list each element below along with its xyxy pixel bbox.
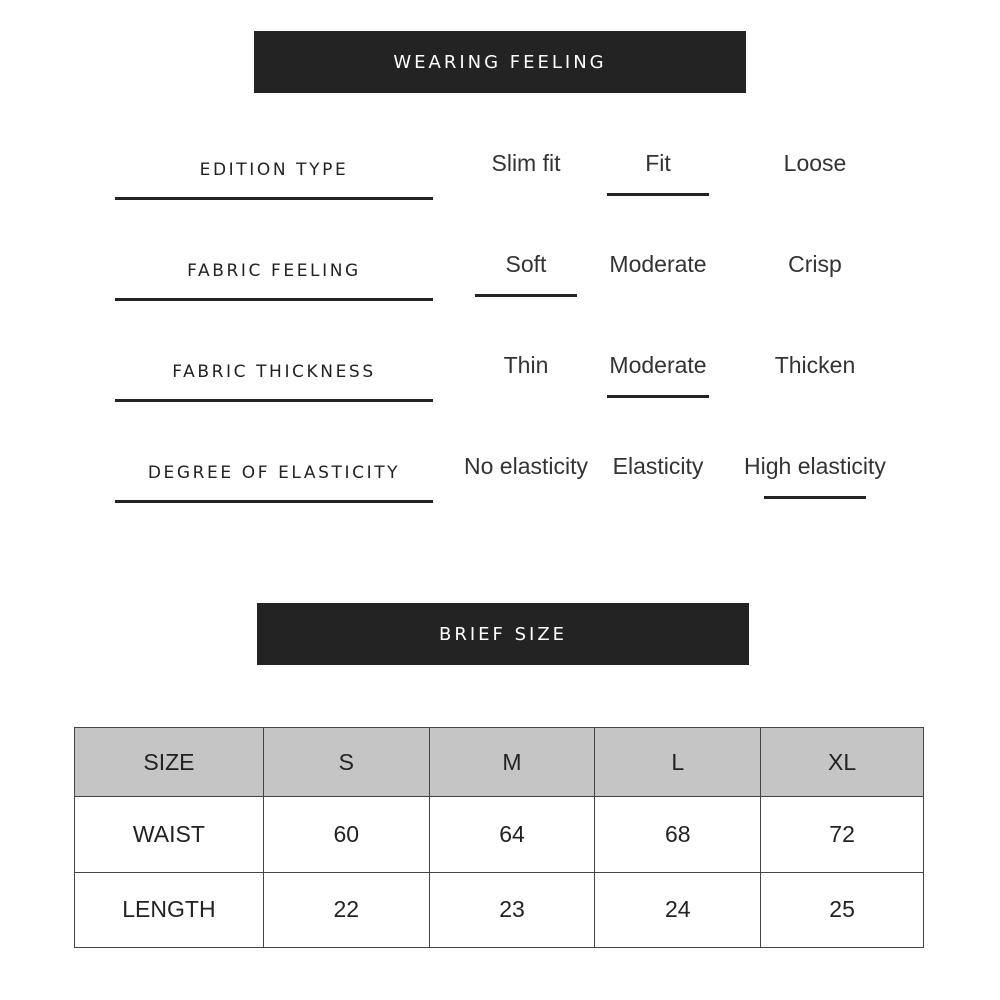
feeling-option [578,251,738,278]
brief-size-banner [257,603,749,665]
feeling-option [735,352,895,379]
size-table-header-cell: M [429,728,595,797]
feeling-row-rule [115,500,433,503]
size-table-row-length [75,872,924,947]
size-table-header-cell: SIZE [75,728,264,797]
size-table-header-cell: XL [761,728,924,797]
feeling-option-label: Crisp [788,251,842,277]
feeling-row [0,150,1000,230]
feeling-option-label: Slim fit [491,150,561,176]
feeling-option-label: Thicken [774,352,856,378]
feeling-row-label: EDITION TYPE [199,160,349,180]
selected-option-underline [764,496,866,499]
selected-option-underline [475,294,577,297]
wearing-feeling-title: WEARING FEELING [393,51,607,73]
feeling-option-label: Moderate [609,352,707,378]
size-table-cell: 68 [595,797,761,872]
size-table-cell: 72 [761,797,924,872]
feeling-option-label: Fit [645,150,671,176]
size-table-row-label: WAIST [75,797,264,872]
feeling-option-label: Elasticity [612,453,704,479]
size-table-header-cell: L [595,728,761,797]
feeling-row-rule [115,399,433,402]
feeling-option [578,352,738,379]
feeling-row [0,251,1000,331]
feeling-row-rule [115,298,433,301]
feeling-row-label: DEGREE OF ELASTICITY [147,463,401,483]
size-table-cell: 22 [263,872,429,947]
size-table-cell: 23 [429,872,595,947]
feeling-option [735,150,895,177]
brief-size-title: BRIEF SIZE [438,623,568,645]
size-table-header-row [75,728,924,797]
feeling-row-label: FABRIC FEELING [187,261,361,281]
feeling-option [735,453,895,480]
feeling-row-rule [115,197,433,200]
feeling-row [0,352,1000,432]
feeling-option [735,251,895,278]
size-table-row-waist [75,797,924,872]
size-table [74,727,924,948]
feeling-row-label: FABRIC THICKNESS [172,362,376,382]
size-table-cell: 60 [263,797,429,872]
feeling-option-label: High elasticity [744,453,886,479]
wearing-feeling-banner [254,31,746,93]
size-table-row-label: LENGTH [75,872,264,947]
size-table-cell: 64 [429,797,595,872]
feeling-option-label: Soft [505,251,547,277]
feeling-option-label: Thin [503,352,549,378]
feeling-option-label: Moderate [609,251,707,277]
feeling-option [578,453,738,480]
feeling-option-label: Loose [783,150,847,176]
selected-option-underline [607,193,709,196]
feeling-option [578,150,738,177]
size-table-cell: 24 [595,872,761,947]
selected-option-underline [607,395,709,398]
size-table-header-cell: S [263,728,429,797]
size-table-cell: 25 [761,872,924,947]
feeling-option-label: No elasticity [464,453,588,479]
feeling-row [0,453,1000,533]
